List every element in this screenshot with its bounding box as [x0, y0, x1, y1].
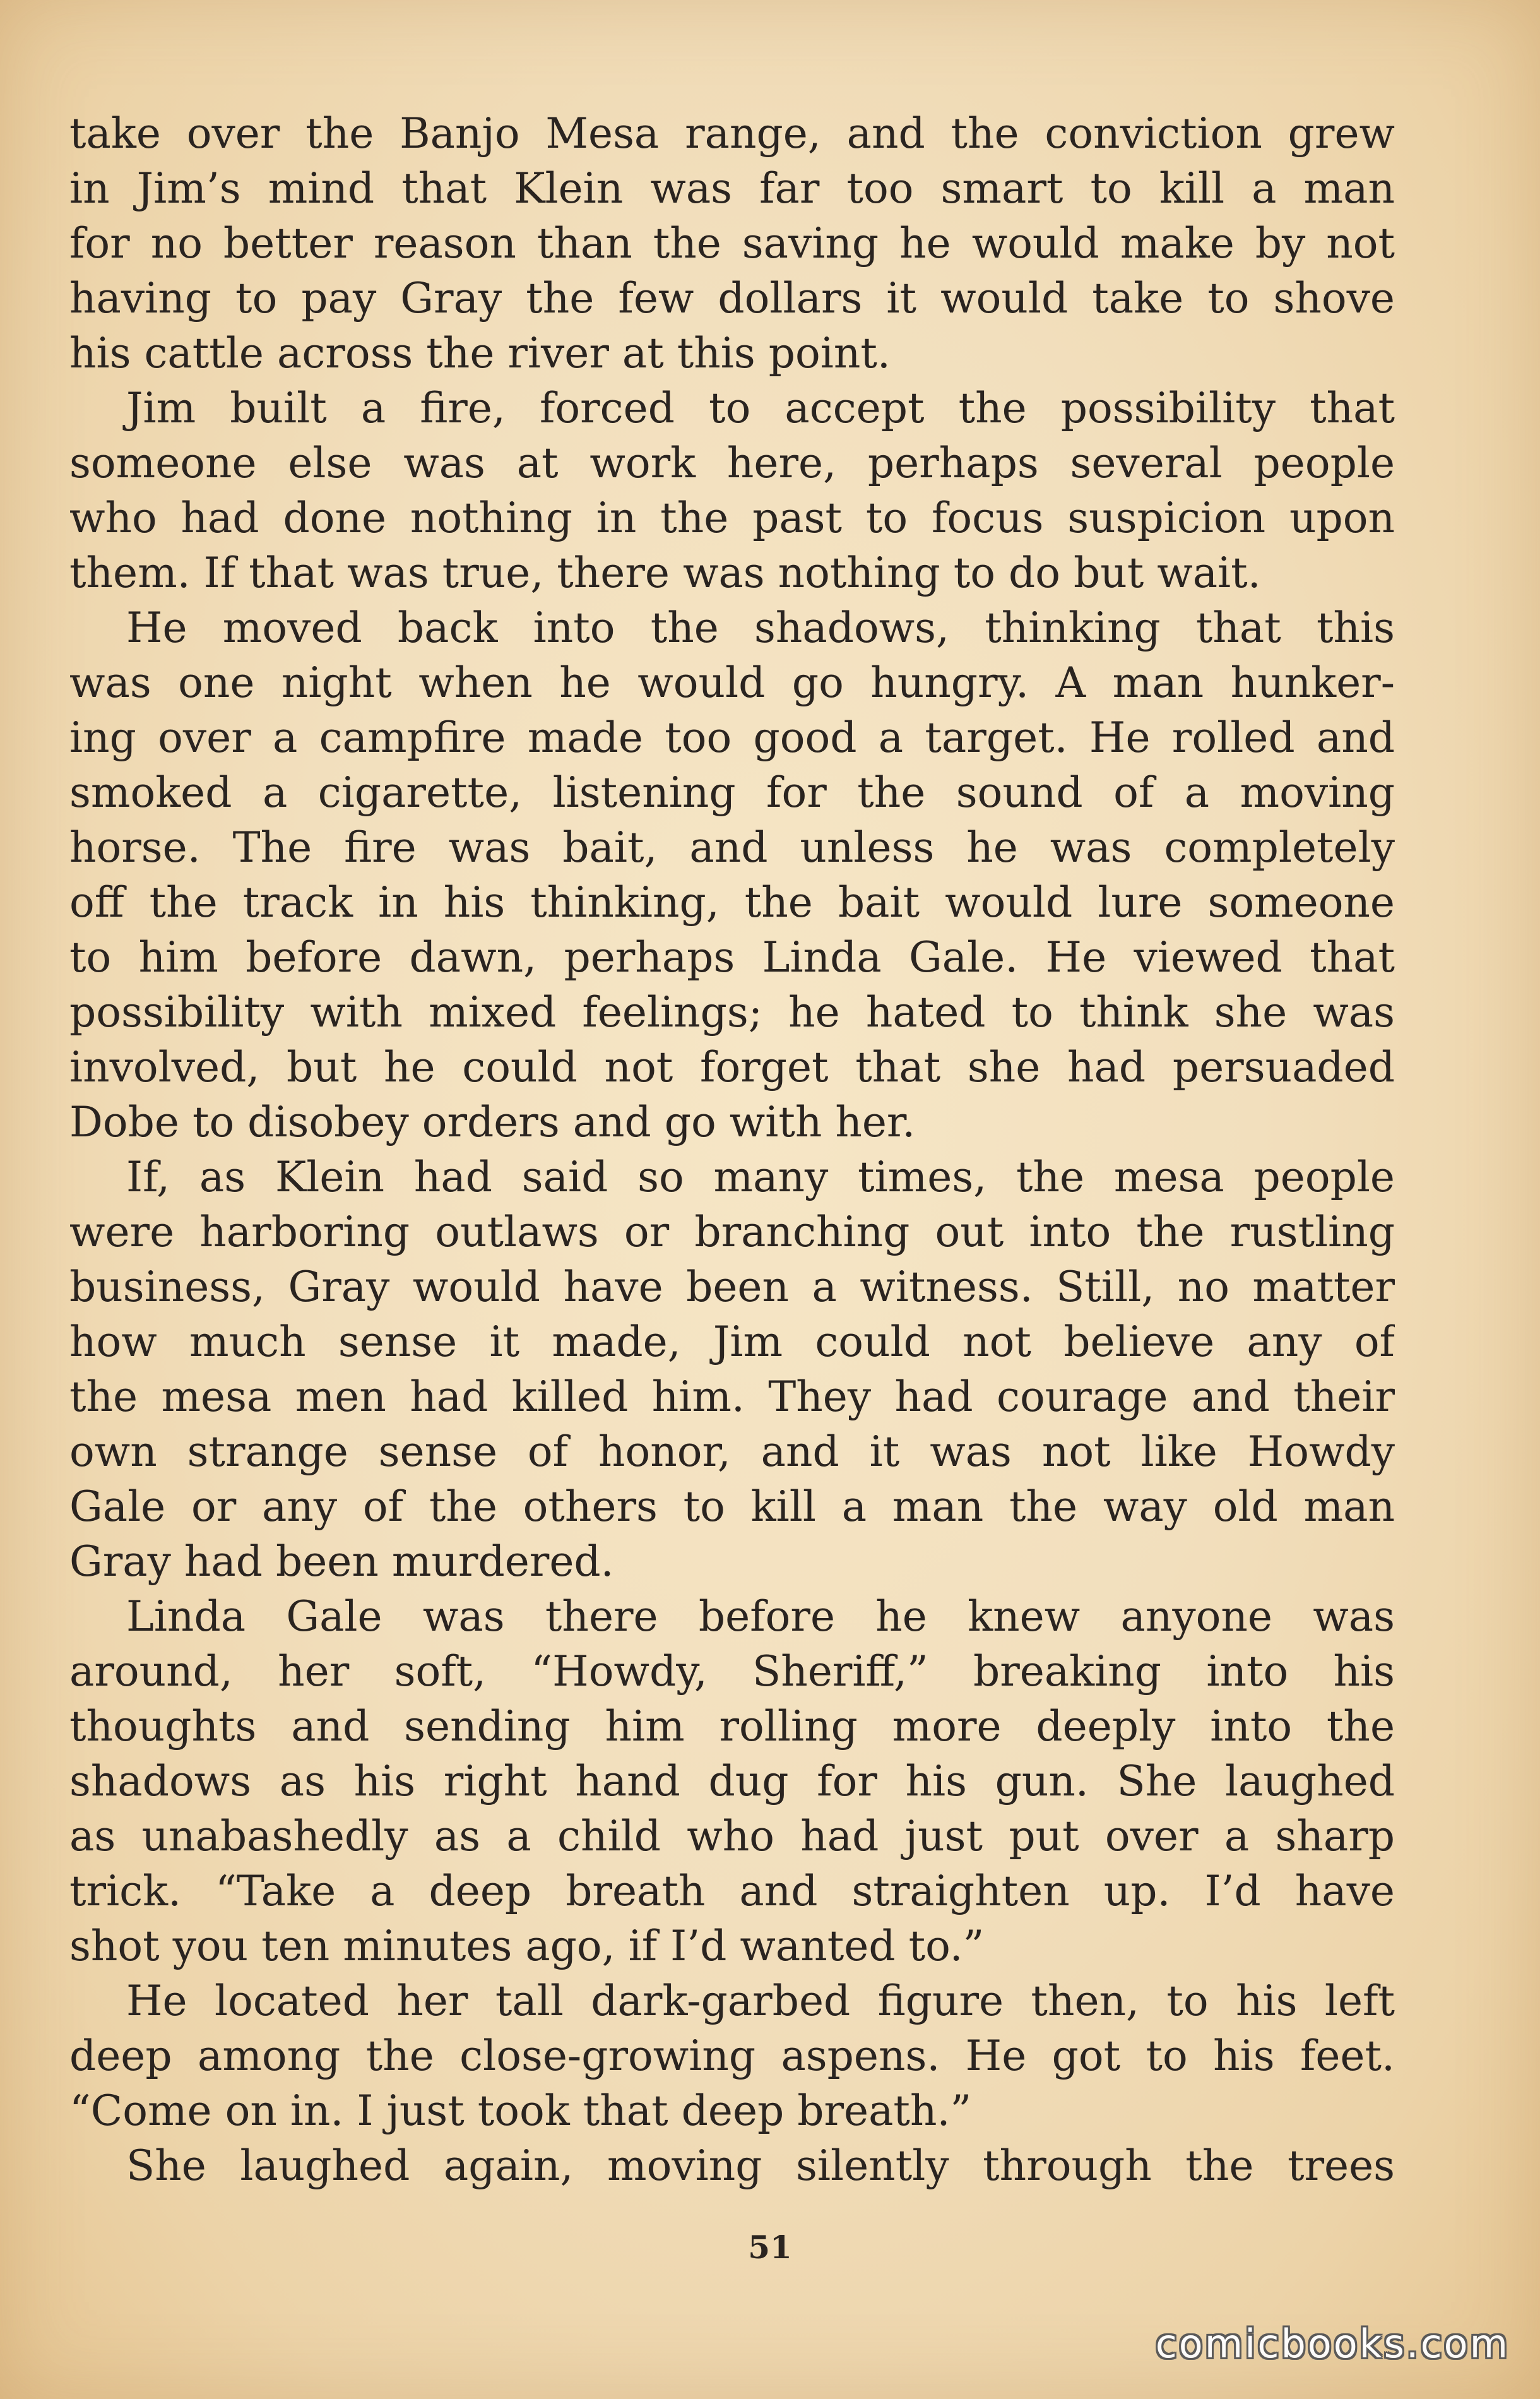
paragraph	[69, 1150, 1395, 1589]
text-line: as unabashedly as a child who had just put over a sharp	[69, 1812, 1395, 1860]
text-line: to him before dawn, perhaps Linda Gale. He viewed that	[69, 933, 1395, 982]
text-line: in Jim’s mind that Klein was far too smart to kill a man	[69, 164, 1395, 213]
text-line: horse. The fire was bait, and unless he was completely	[69, 823, 1395, 872]
body-text	[69, 106, 1395, 2193]
text-line: deep among the close-growing aspens. He got to his feet.	[69, 2032, 1395, 2080]
text-line: someone else was at work here, perhaps several people	[69, 439, 1395, 487]
text-line: having to pay Gray the few dollars it would take to shove	[69, 274, 1395, 323]
text-line: take over the Banjo Mesa range, and the conviction grew	[69, 109, 1395, 158]
paragraph	[69, 2138, 1395, 2193]
paragraph	[69, 600, 1395, 1150]
text-line: involved, but he could not forget that she had persuaded	[69, 1043, 1395, 1092]
text-line: ing over a campfire made too good a target. He rolled and	[69, 713, 1395, 762]
text-line: how much sense it made, Jim could not believe any of	[69, 1318, 1395, 1366]
text-line: for no better reason than the saving he would make by not	[69, 219, 1395, 268]
paragraph	[69, 381, 1395, 600]
text-line: Jim built a fire, forced to accept the possibility that	[126, 384, 1395, 432]
text-line: Linda Gale was there before he knew anyone was	[126, 1592, 1395, 1641]
text-line: own strange sense of honor, and it was not like Howdy	[69, 1427, 1395, 1476]
text-line: “Come on in. I just took that deep breath.”	[69, 2086, 972, 2135]
paragraph	[69, 1589, 1395, 1973]
text-line: thoughts and sending him rolling more deeply into the	[69, 1702, 1395, 1751]
text-line: the mesa men had killed him. They had courage and their	[69, 1372, 1395, 1421]
text-line: shot you ten minutes ago, if I’d wanted to.”	[69, 1922, 985, 1970]
text-line: was one night when he would go hungry. A man hunker-	[69, 658, 1395, 707]
text-line: were harboring outlaws or branching out into the rustling	[69, 1208, 1395, 1256]
text-line: possibility with mixed feelings; he hated to think she was	[69, 988, 1395, 1037]
text-line: Gray had been murdered.	[69, 1537, 614, 1586]
text-line: Dobe to disobey orders and go with her.	[69, 1098, 916, 1146]
page-number: 51	[748, 2229, 792, 2266]
text-line: Gale or any of the others to kill a man the way old man	[69, 1482, 1395, 1531]
text-line: If, as Klein had said so many times, the mesa people	[126, 1153, 1395, 1201]
text-line: off the track in his thinking, the bait would lure someone	[69, 878, 1395, 927]
text-line: business, Gray would have been a witness. Still, no matter	[69, 1263, 1395, 1311]
text-line: He moved back into the shadows, thinking that this	[126, 604, 1395, 652]
text-line: shadows as his right hand dug for his gun. She laughed	[69, 1757, 1395, 1806]
text-line: his cattle across the river at this point.	[69, 329, 891, 378]
text-line: who had done nothing in the past to focus suspicion upon	[69, 494, 1395, 542]
text-line: them. If that was true, there was nothing to do but wait.	[69, 549, 1261, 597]
text-line: She laughed again, moving silently through the trees	[126, 2141, 1395, 2190]
text-line: smoked a cigarette, listening for the sound of a moving	[69, 768, 1395, 817]
paragraph	[69, 106, 1395, 381]
paragraph	[69, 1973, 1395, 2138]
watermark-logo: comicbooks.com	[1155, 2321, 1510, 2367]
text-line: around, her soft, “Howdy, Sheriff,” breaking into his	[69, 1647, 1395, 1696]
text-line: trick. “Take a deep breath and straighten up. I’d have	[69, 1867, 1395, 1915]
text-line: He located her tall dark-garbed figure then, to his left	[126, 1977, 1395, 2025]
